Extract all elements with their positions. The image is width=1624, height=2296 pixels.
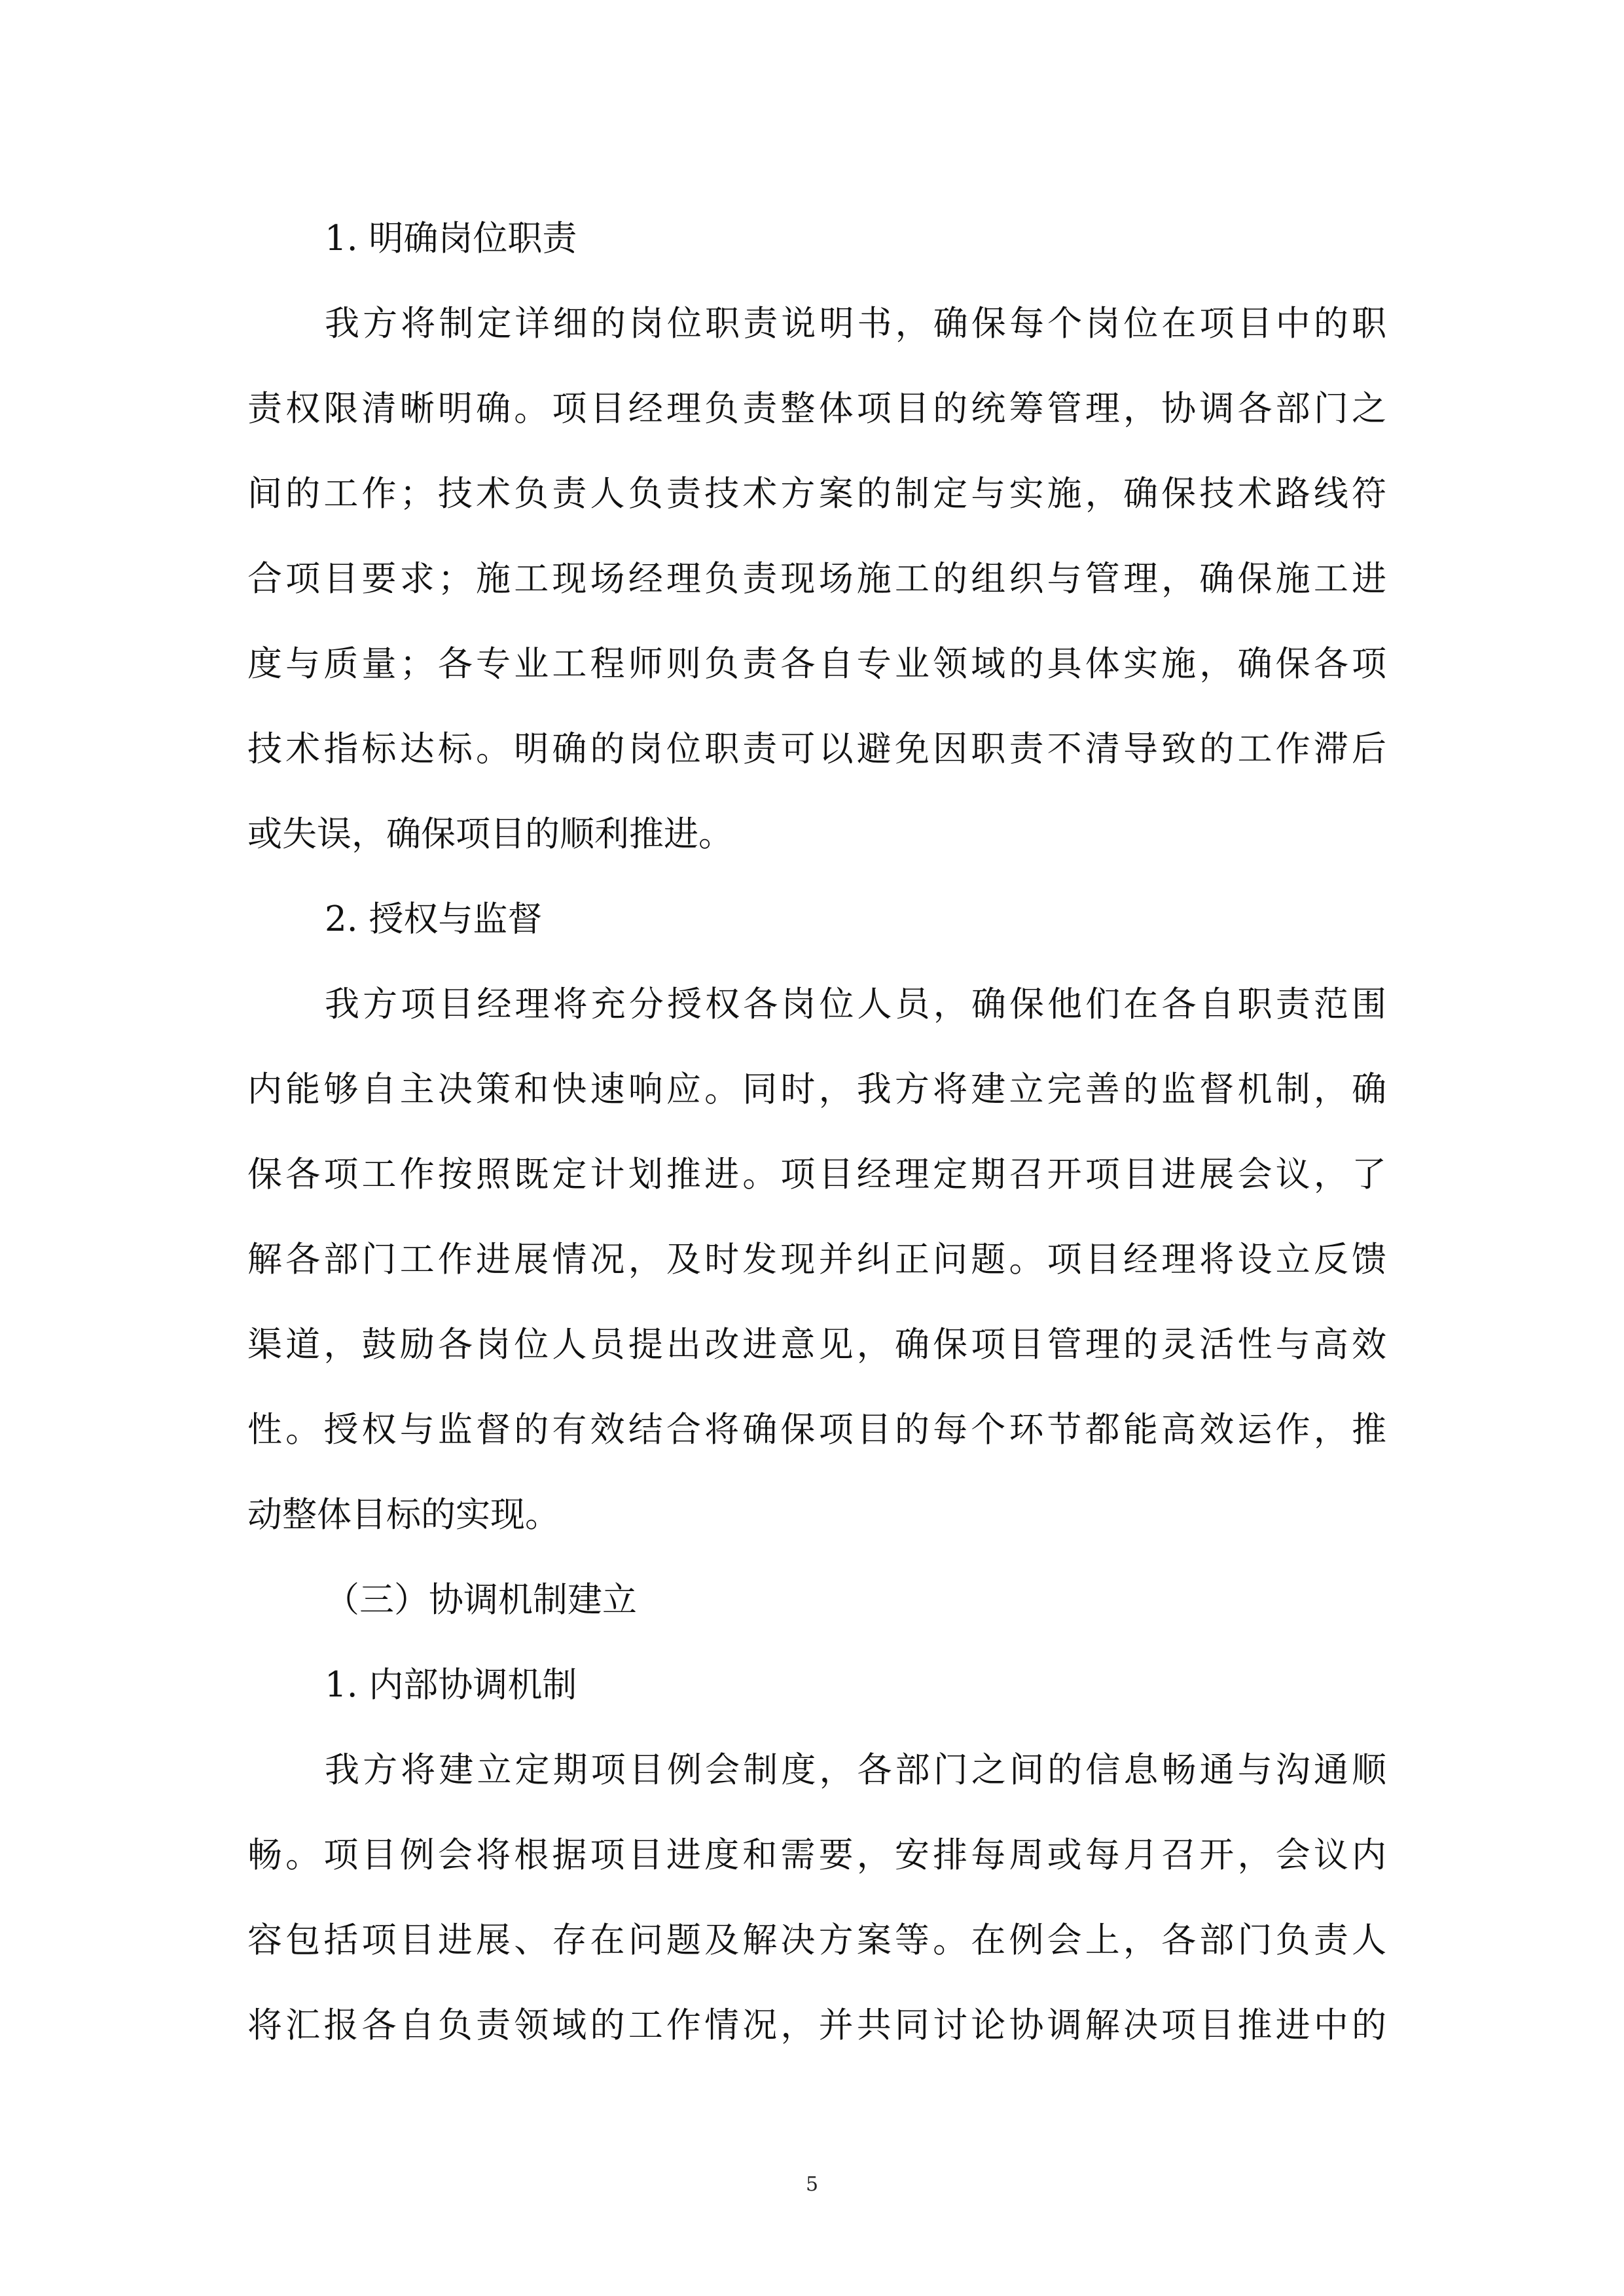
paragraph-line: 或失误，确保项目的顺利推进。 [247, 814, 733, 854]
paragraph-line: 我方将建立定期项目例会制度，各部门之间的信息畅通与沟通顺 [325, 1750, 1386, 1790]
paragraph-line: 间的工作；技术负责人负责技术方案的制定与实施，确保技术路线符 [247, 474, 1386, 514]
subheading-internal-coordination: 1. 内部协调机制 [325, 1665, 577, 1705]
page-body [247, 196, 1386, 2068]
paragraph-line: 保各项工作按照既定计划推进。项目经理定期召开项目进展会议，了 [247, 1155, 1386, 1194]
paragraph-line: 解各部门工作进展情况，及时发现并纠正问题。项目经理将设立反馈 [247, 1240, 1386, 1280]
subheading-authorization-supervision: 2. 授权与监督 [325, 899, 543, 939]
paragraph-line: 合项目要求；施工现场经理负责现场施工的组织与管理，确保施工进 [247, 559, 1386, 599]
page-number: 5 [805, 2173, 819, 2196]
paragraph-line: 渠道，鼓励各岗位人员提出改进意见，确保项目管理的灵活性与高效 [247, 1325, 1386, 1365]
paragraph-line: 责权限清晰明确。项目经理负责整体项目的统筹管理，协调各部门之 [247, 389, 1386, 429]
paragraph-job-responsibilities [247, 281, 1386, 877]
paragraph-line: 内能够自主决策和快速响应。同时，我方将建立完善的监督机制，确 [247, 1069, 1386, 1109]
paragraph-line: 我方将制定详细的岗位职责说明书，确保每个岗位在项目中的职 [325, 304, 1386, 344]
paragraph-internal-coordination [247, 1728, 1386, 2068]
paragraph-line: 容包括项目进展、存在问题及解决方案等。在例会上，各部门负责人 [247, 1920, 1386, 1960]
paragraph-line: 动整体目标的实现。 [247, 1495, 560, 1535]
subheading-job-responsibilities: 1. 明确岗位职责 [325, 219, 577, 259]
paragraph-line: 性。授权与监督的有效结合将确保项目的每个环节都能高效运作，推 [247, 1410, 1386, 1450]
paragraph-line: 技术指标达标。明确的岗位职责可以避免因职责不清导致的工作滞后 [247, 729, 1386, 769]
paragraph-line: 度与质量；各专业工程师则负责各自专业领域的具体实施，确保各项 [247, 644, 1386, 684]
paragraph-line: 我方项目经理将充分授权各岗位人员，确保他们在各自职责范围 [325, 984, 1386, 1024]
paragraph-authorization-supervision [247, 962, 1386, 1558]
paragraph-line: 畅。项目例会将根据项目进度和需要，安排每周或每月召开，会议内 [247, 1835, 1386, 1875]
paragraph-line: 将汇报各自负责领域的工作情况，并共同讨论协调解决项目推进中的 [247, 2005, 1386, 2045]
section-heading-coordination: （三）协调机制建立 [325, 1580, 637, 1620]
